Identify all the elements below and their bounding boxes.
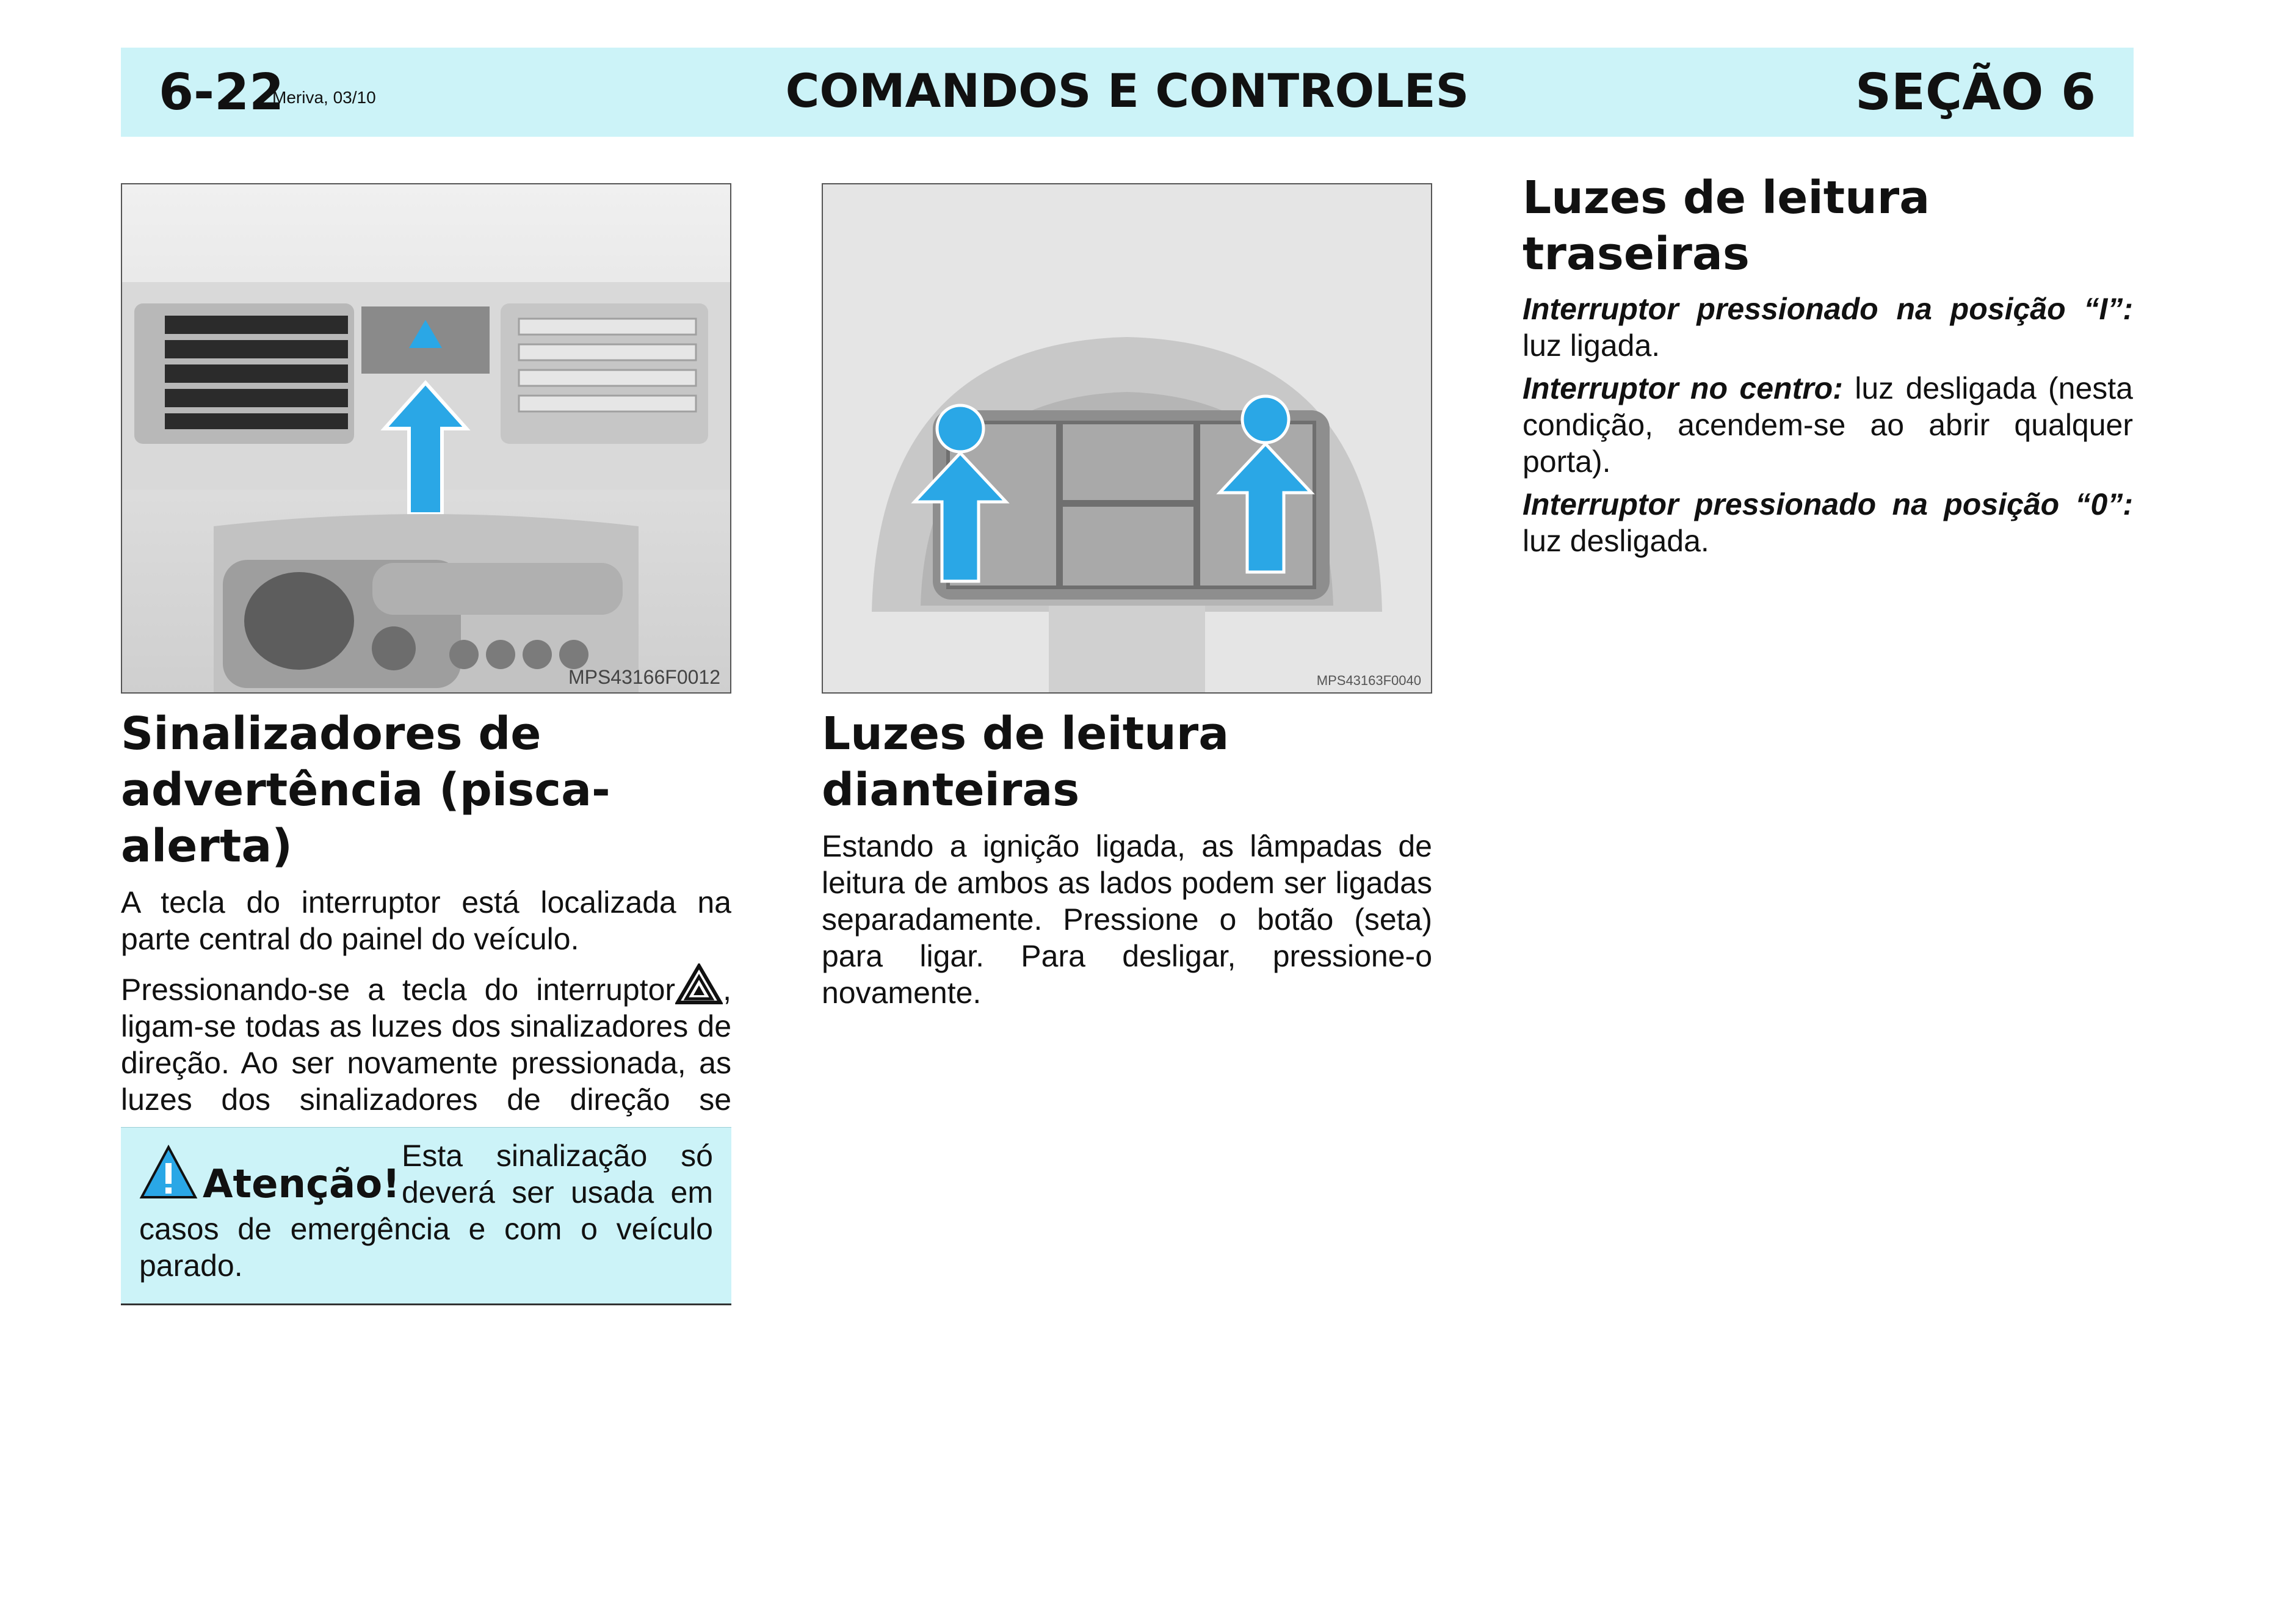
hazard-title-line1: Sinalizadores de bbox=[121, 708, 541, 760]
hazard-paragraph-2-start: Pressionando-se a tecla do interruptor bbox=[121, 973, 676, 1007]
front-lights-title-line1: Luzes de leitura bbox=[822, 708, 1229, 760]
hazard-paragraph-2 bbox=[121, 963, 731, 1155]
rear-lights-item-1-label: Interruptor pressionado na posição “I”: bbox=[1523, 292, 2133, 326]
hazard-triangle-icon bbox=[675, 963, 723, 1005]
front-lights-section bbox=[822, 706, 1432, 1017]
section-label: SEÇÃO 6 bbox=[1855, 63, 2096, 121]
hazard-paragraph-2-end: , ligam-se todas as luzes dos sinalizadores de direção. Ao ser novamente pressionada, as luzes dos sinalizadores de direção se bbox=[121, 973, 731, 1117]
hazard-title-line2: advertência (pisca-alerta) bbox=[121, 764, 610, 872]
hazard-title bbox=[121, 706, 731, 874]
rear-lights-section bbox=[1523, 170, 2133, 565]
rear-lights-item-1 bbox=[1523, 291, 2133, 364]
attention-text: Esta sinalização só deverá ser usada em casos de emergência e com o veículo parado. bbox=[139, 1139, 713, 1283]
warning-triangle-icon bbox=[139, 1145, 198, 1200]
front-lights-title-line2: dianteiras bbox=[822, 764, 1080, 816]
photo-code: MPS43163F0040 bbox=[1316, 673, 1421, 688]
rear-lights-item-3-text: luz desligada. bbox=[1523, 524, 1709, 558]
page-number: 6-22 bbox=[159, 63, 284, 121]
front-lights-paragraph: Estando a ignição ligada, as lâmpadas de leitura de ambos as lados podem ser ligadas separadamente. Pressione o botão (seta) para ligar. Para desligar, pressione-o novamente. bbox=[822, 829, 1432, 1010]
edition-label: Meriva, 03/10 bbox=[272, 88, 376, 107]
rear-lights-item-3 bbox=[1523, 486, 2133, 559]
chapter-title: COMANDOS E CONTROLES bbox=[785, 63, 1469, 118]
hazard-paragraph-1: A tecla do interruptor está localizada na parte central do painel do veículo. bbox=[121, 885, 731, 956]
rear-lights-title: Luzes de leitura traseiras bbox=[1523, 172, 1930, 280]
hazard-switch-photo bbox=[121, 183, 731, 694]
front-lights-title bbox=[822, 706, 1432, 818]
rear-lights-item-2-text: luz desligada (nesta condição, acendem-se ao abrir qualquer porta). bbox=[1523, 371, 2133, 479]
hazard-section bbox=[121, 706, 731, 1161]
page-header bbox=[121, 48, 2134, 137]
rear-lights-item-2 bbox=[1523, 370, 2133, 480]
rear-lights-item-1-text: luz ligada. bbox=[1523, 328, 1660, 363]
photo-code: MPS43166F0012 bbox=[568, 666, 720, 688]
front-reading-lights-photo bbox=[822, 183, 1432, 694]
rear-lights-item-3-label: Interruptor pressionado na posição “0”: bbox=[1523, 487, 2133, 521]
attention-heading bbox=[139, 1137, 402, 1211]
rear-lights-item-2-label: Interruptor no centro: bbox=[1523, 371, 1843, 405]
attention-notice bbox=[121, 1127, 731, 1305]
attention-label: Atenção! bbox=[203, 1162, 400, 1207]
